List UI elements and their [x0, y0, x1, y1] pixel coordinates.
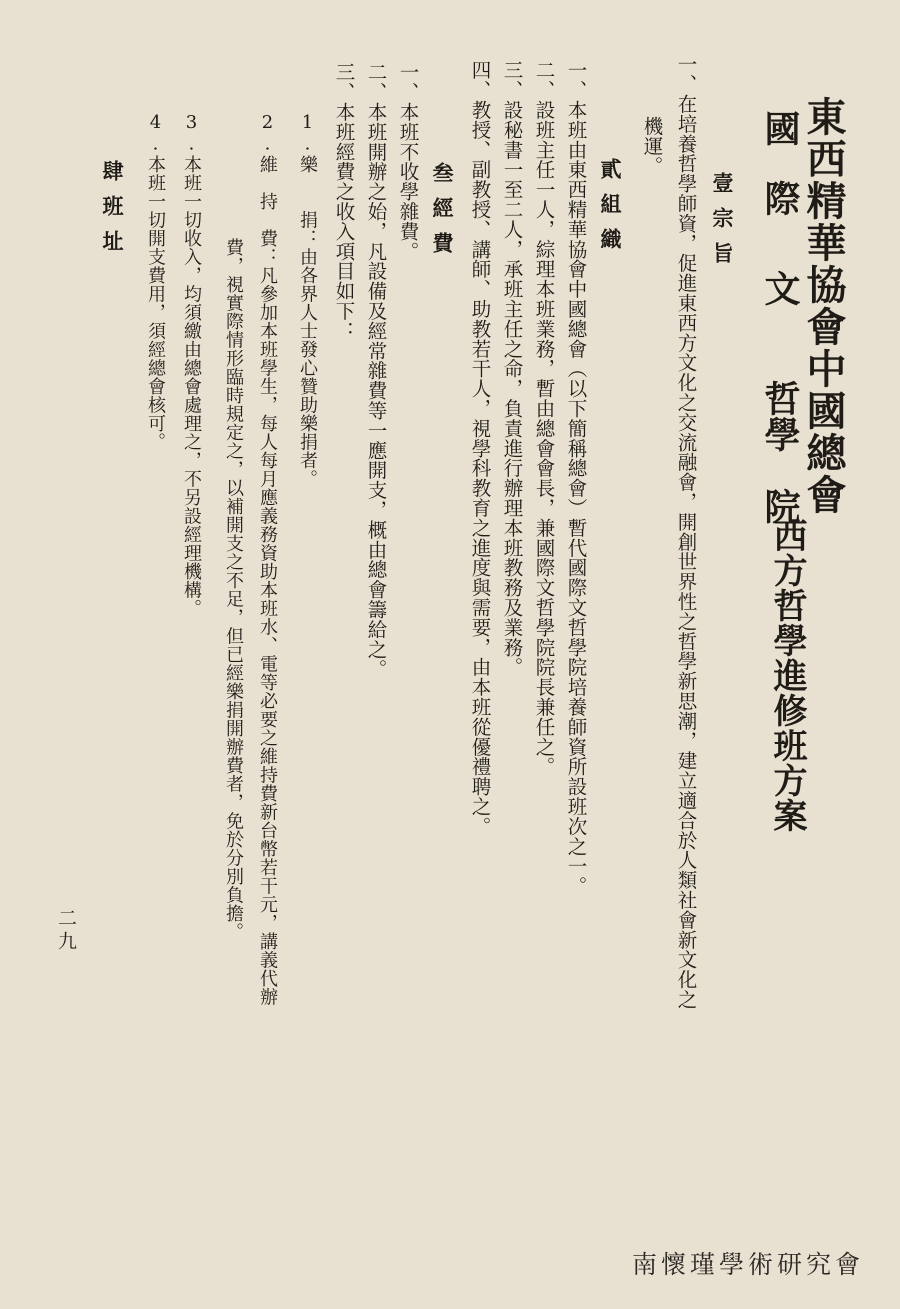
title-college-char-5: 學	[759, 416, 801, 452]
funding-item-1: 一、本班不收學雜費。	[396, 62, 420, 261]
heading-purpose: 壹宗旨	[710, 172, 735, 277]
organization-item-1: 一、本班由東西精華協會中國總會（以下簡稱總會）暫代國際文哲學院培養師資所設班次之一。	[564, 60, 588, 896]
funding-item-3: 三、本班經費之收入項目如下：	[332, 62, 356, 341]
footer-publisher: 南懷瑾學術研究會	[631, 1250, 864, 1279]
page-number: 二九	[55, 908, 77, 954]
title-college-char-6: 院	[759, 488, 801, 524]
organization-item-2: 二、設班主任一人，綜理本班業務，暫由總會會長，兼國際文哲學院院長兼任之。	[532, 60, 556, 777]
organization-item-4: 四、教授、副教授、講師、助教若干人，視學科教育之進度與需要，由本班從優禮聘之。	[468, 60, 492, 837]
title-college-char-4: 哲	[759, 380, 801, 416]
heading-address: 肆班址	[100, 160, 125, 265]
funding-sub-4: 4.本班一切開支費用，須經總會核可。	[145, 112, 166, 451]
funding-sub-3: 3.本班一切收入，均須繳由總會處理之，不另設經理機構。	[181, 112, 202, 618]
funding-item-2: 二、本班開辦之始，凡設備及經常雜費等一應開支，概由總會籌給之。	[364, 62, 388, 679]
purpose-line-1: 一、在培養哲學師資，促進東西方文化之交流融會，開創世界性之哲學新思潮，建立適合於人類社會新文化之	[674, 54, 698, 1010]
title-college-char-3: 文	[759, 270, 801, 306]
heading-organization: 貳組織	[598, 158, 623, 263]
organization-item-3: 三、設秘書一至二人，承班主任之命，負責進行辦理本班教務及業務。	[500, 60, 524, 677]
funding-sub-2: 2.維 持 費：凡參加本班學生，每人每月應義務資助本班水、電等必要之維持費新台幣若干元，講義代辦	[257, 112, 278, 1006]
title-college-char-2: 際	[759, 180, 801, 216]
purpose-line-2: 機運。	[640, 116, 664, 176]
funding-sub-1: 1.樂 捐：由各界人士發心贊助樂捐者。	[297, 112, 318, 488]
title-association: 東西精華協會中國總會	[800, 96, 847, 516]
funding-sub-2-cont: 費，視實際情形臨時規定之，以補開支之不足，但已經樂捐開辦費者，免於分別負擔。	[223, 238, 244, 941]
heading-funding: 叁經費	[430, 162, 455, 267]
title-program: 西方哲學進修班方案	[767, 518, 807, 833]
title-college-char-1: 國	[759, 110, 801, 146]
